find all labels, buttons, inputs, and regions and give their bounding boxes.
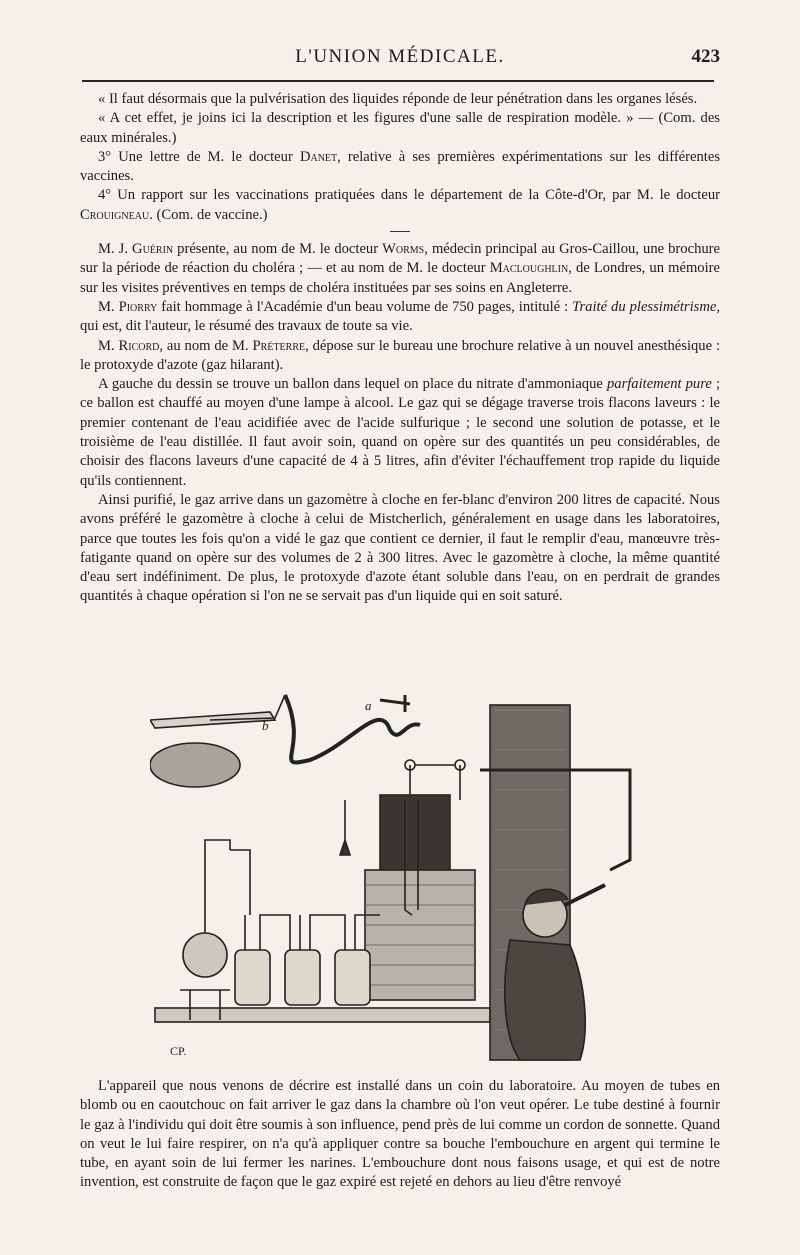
engraving-illustration xyxy=(150,690,650,1065)
header-rule xyxy=(82,80,714,82)
flacon-1-shape xyxy=(235,950,270,1005)
flacon-2-shape xyxy=(285,950,320,1005)
page-header xyxy=(80,46,720,76)
article-body-bottom xyxy=(80,1077,720,1193)
paragraph-piorry: M. Piorry fait hommage à l'Académie d'un beau volume de 750 pages, intitulé : Traité du plessimétrisme, qui est, dit l'auteur, le résumé des travaux de toute sa vie. xyxy=(80,298,720,335)
name-ricord: Ricord xyxy=(118,337,160,354)
man-body-shape xyxy=(505,940,585,1060)
paragraph-ballon: A gauche du dessin se trouve un ballon dans lequel on place du nitrate d'ammoniaque parfaitement pure ; ce ballon est chauffé au moyen d'une lampe à alcool. Le gaz qui se dégage traverse trois flacons laveurs : le premier contenant de l'eau acidifiée avec de l'acide sulfurique ; le second une solution de potasse, et le troisième de l'eau distillée. Il faut avoir soin, quand on opère sur des quantités un peu considérables, de choisir des flacons laveurs d'une capacité de 4 à 5 litres, afin d'éviter l'échauffement trop rapide du liquide qu'ils contiennent. xyxy=(80,376,721,489)
paragraph-lettre-danet: 3° Une lettre de M. le docteur Danet, relative à ses premières expérimentations sur les différentes vaccines. xyxy=(80,148,720,185)
name-piorry: Piorry xyxy=(118,298,158,315)
paragraph-rapport-vaccinations: 4° Un rapport sur les vaccinations pratiquées dans le département de la Côte-d'Or, par M. le docteur Crouigneau. (Com. de vaccine.) xyxy=(80,187,720,223)
paragraph-guerin: M. J. Guérin présente, au nom de M. le docteur Worms, médecin principal au Gros-Caillou, une brochure sur la période de réaction du choléra ; — et au nom de M. le docteur Macloughlin, de Londres, un mémoire sur les visites préventives en temps de choléra instituées par ses soins en Angleterre. xyxy=(80,241,720,296)
figure-label-a: a xyxy=(365,698,372,713)
book-title: Traité du plessimétrisme, xyxy=(572,298,720,315)
paragraph-appareil: L'appareil que nous venons de décrire est installé dans un coin du laboratoire. Au moyen de tubes en blomb ou en caoutchouc on fait arriver le gaz dans la chambre où l'on veut opérer. Le tube destiné à fournir le gaz à l'individu qui doit être soumis à son influence, pend près de lui comme un cordon de sonnette. Quand on veut le lui faire respirer, on n'a qu'à appliquer contre sa bouche l'embouchure en argent qui termine le tube, en ayant soin de lui fermer les narines. L'embouchure dont nous faisons usage, et qui est de notre invention, est construite de façon que le gaz expiré est rejeté en dehors au lieu d'être renvoyé xyxy=(80,1078,720,1191)
bench-shape xyxy=(155,1008,490,1022)
article-body-top xyxy=(80,90,720,607)
paragraph-ricord: M. Ricord, au nom de M. Préterre, dépose sur le bureau une brochure relative à un nouvel anesthésique : le protoxyde d'azote (gaz hilarant). xyxy=(80,337,721,373)
ballon-flask-shape xyxy=(183,933,227,977)
name-macloughlin: Macloughlin xyxy=(489,260,569,277)
flacon-3-shape xyxy=(335,950,370,1005)
apparatus-engraving xyxy=(150,690,650,1065)
running-title: L'UNION MÉDICALE. xyxy=(295,46,505,67)
name-guerin: Guérin xyxy=(132,241,174,258)
section-separator xyxy=(390,231,410,232)
paragraph-gazometre: Ainsi purifié, le gaz arrive dans un gazomètre à cloche en fer-blanc d'environ 200 litres de capacité. Nous avons préféré le gazomètre à cloche à celui de Mistcherlich, généralement en usage dans les laboratoires, parce que toutes les fois qu'on a vidé le gaz que contient ce dernier, il faut le remplir d'eau, manœuvre très-fatigante quand on opère sur des volumes de 2 à 300 litres. Avec le gazomètre à cloche, la même quantité d'eau sert indéfiniment. De plus, le protoxyde d'azote étant soluble dans l'eau, on en perdrait de grandes quantités à chaque opération si l'on ne se servait pas d'un liquide qui en soit saturé. xyxy=(80,491,720,605)
figure-label-b: b xyxy=(262,718,269,733)
name-preterre: Préterre xyxy=(252,337,306,354)
gas-bag-shape xyxy=(150,743,240,787)
paragraph-salle-respiration: « A cet effet, je joins ici la description et les figures d'une salle de respiration modèle. » — (Com. des eaux minérales.) xyxy=(80,110,720,146)
paragraph-pulverisation: « Il faut désormais que la pulvérisation des liquides réponde de leur pénétration dans les organes lésés. xyxy=(98,91,698,107)
name-crouigneau: Crouigneau xyxy=(80,206,150,223)
name-danet: Danet xyxy=(299,148,338,165)
name-worms: Worms xyxy=(382,241,425,258)
engraver-mark: CP. xyxy=(170,1044,187,1058)
page-number: 423 xyxy=(691,46,720,67)
